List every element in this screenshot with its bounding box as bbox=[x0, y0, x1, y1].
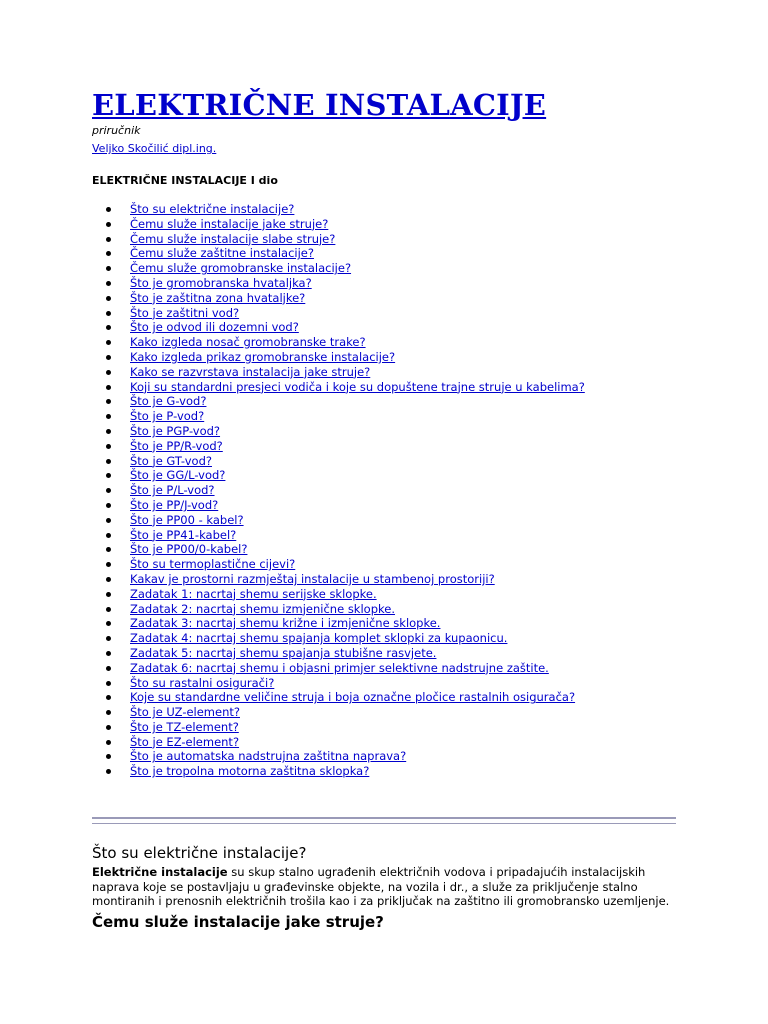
bullet-icon bbox=[106, 592, 111, 597]
toc-link[interactable]: Zadatak 1: nacrtaj shemu serijske sklopke. bbox=[130, 586, 377, 601]
bullet-icon bbox=[106, 651, 111, 656]
bullet-icon bbox=[106, 577, 111, 582]
toc-link[interactable]: Što je automatska nadstrujna zaštitna naprava? bbox=[130, 749, 407, 764]
toc-link[interactable]: Što je zaštitni vod? bbox=[130, 305, 240, 320]
toc-item bbox=[92, 380, 768, 395]
document-subtitle: priručnik bbox=[92, 124, 141, 137]
answer-term: Električne instalacije bbox=[92, 865, 228, 880]
toc-item bbox=[92, 587, 768, 602]
toc-item bbox=[92, 572, 768, 587]
toc-link[interactable]: Što su termoplastične cijevi? bbox=[130, 557, 296, 572]
bullet-icon bbox=[106, 547, 111, 552]
toc-item bbox=[92, 261, 768, 276]
bullet-icon bbox=[106, 414, 111, 419]
toc-link[interactable]: Čemu služe instalacije jake struje? bbox=[130, 216, 329, 231]
bullet-icon bbox=[106, 473, 111, 478]
section-heading: ELEKTRIČNE INSTALACIJE I dio bbox=[92, 174, 278, 187]
bullet-icon bbox=[106, 325, 111, 330]
toc-item bbox=[92, 276, 768, 291]
toc-item bbox=[92, 720, 768, 735]
toc-item bbox=[92, 394, 768, 409]
bullet-icon bbox=[106, 695, 111, 700]
bullet-icon bbox=[106, 459, 111, 464]
toc-item bbox=[92, 513, 768, 528]
toc-item bbox=[92, 764, 768, 779]
toc-link[interactable]: Zadatak 2: nacrtaj shemu izmjenične sklopke. bbox=[130, 601, 395, 616]
bullet-icon bbox=[106, 296, 111, 301]
toc-item bbox=[92, 646, 768, 661]
toc-item bbox=[92, 335, 768, 350]
answer-paragraph-1 bbox=[92, 865, 672, 909]
bullet-icon bbox=[106, 237, 111, 242]
toc-link[interactable]: Što su električne instalacije? bbox=[130, 202, 295, 216]
bullet-icon bbox=[106, 311, 111, 316]
bullet-icon bbox=[106, 370, 111, 375]
toc-link[interactable]: Što je G-vod? bbox=[130, 394, 207, 409]
toc-link[interactable]: Što je PP/J-vod? bbox=[130, 497, 219, 512]
document-title-link[interactable]: ELEKTRIČNE INSTALACIJE bbox=[92, 88, 547, 122]
toc-link[interactable]: Kakav je prostorni razmještaj instalacije u stambenoj prostoriji? bbox=[130, 571, 495, 586]
toc-item bbox=[92, 365, 768, 380]
horizontal-divider bbox=[92, 817, 676, 824]
bullet-icon bbox=[106, 666, 111, 671]
toc-item bbox=[92, 676, 768, 691]
toc-link[interactable]: Što je GT-vod? bbox=[130, 453, 212, 468]
toc-link[interactable]: Čemu služe gromobranske instalacije? bbox=[130, 261, 352, 276]
bullet-icon bbox=[106, 385, 111, 390]
toc-link[interactable]: Zadatak 4: nacrtaj shemu spajanja komplet sklopki za kupaonicu. bbox=[130, 631, 508, 646]
bullet-icon bbox=[106, 621, 111, 626]
question-heading-1: Što su električne instalacije? bbox=[92, 844, 307, 863]
toc-item bbox=[92, 542, 768, 557]
toc-link[interactable]: Što je gromobranska hvataljka? bbox=[130, 275, 312, 290]
bullet-icon bbox=[106, 281, 111, 286]
toc-item bbox=[92, 631, 768, 646]
toc-link[interactable]: Zadatak 5: nacrtaj shemu spajanja stubišne rasvjete. bbox=[130, 645, 437, 660]
toc-link[interactable]: Što je odvod ili dozemni vod? bbox=[130, 320, 299, 335]
toc-item bbox=[92, 749, 768, 764]
bullet-icon bbox=[106, 266, 111, 271]
toc-link[interactable]: Čemu služe zaštitne instalacije? bbox=[130, 246, 314, 261]
bullet-icon bbox=[106, 340, 111, 345]
toc-link[interactable]: Zadatak 6: nacrtaj shemu i objasni primjer selektivne nadstrujne zaštite. bbox=[130, 660, 549, 675]
toc-link[interactable]: Što je P/L-vod? bbox=[130, 483, 215, 498]
toc-link[interactable]: Što je PP/R-vod? bbox=[130, 438, 223, 453]
toc-link[interactable]: Što je UZ-element? bbox=[130, 705, 240, 720]
bullet-icon bbox=[106, 725, 111, 730]
bullet-icon bbox=[106, 636, 111, 641]
toc-item bbox=[92, 424, 768, 439]
toc-link[interactable]: Koji su standardni presjeci vodiča i koje su dopuštene trajne struje u kabelima? bbox=[130, 379, 585, 394]
toc-link[interactable]: Zadatak 3: nacrtaj shemu križne i izmjenične sklopke. bbox=[130, 616, 441, 631]
toc-item bbox=[92, 232, 768, 247]
bullet-icon bbox=[106, 444, 111, 449]
bullet-icon bbox=[106, 769, 111, 774]
toc-item bbox=[92, 291, 768, 306]
bullet-icon bbox=[106, 533, 111, 538]
toc-item bbox=[92, 217, 768, 232]
toc-item bbox=[92, 498, 768, 513]
toc-item bbox=[92, 602, 768, 617]
bullet-icon bbox=[106, 399, 111, 404]
toc-item bbox=[92, 468, 768, 483]
toc-link[interactable]: Što je P-vod? bbox=[130, 409, 205, 424]
toc-link[interactable]: Koje su standardne veličine struja i boja označne pločice rastalnih osigurača? bbox=[130, 690, 576, 705]
bullet-icon bbox=[106, 518, 111, 523]
toc-item bbox=[92, 409, 768, 424]
author-link[interactable]: Veljko Skočilić dipl.ing. bbox=[92, 142, 217, 155]
toc-link[interactable]: Što je TZ-element? bbox=[130, 719, 239, 734]
toc-link[interactable]: Što je PP41-kabel? bbox=[130, 527, 237, 542]
bullet-icon bbox=[106, 607, 111, 612]
bullet-icon bbox=[106, 681, 111, 686]
bullet-icon bbox=[106, 355, 111, 360]
toc-item bbox=[92, 306, 768, 321]
toc-item bbox=[92, 705, 768, 720]
bullet-icon bbox=[106, 222, 111, 227]
bullet-icon bbox=[106, 740, 111, 745]
bullet-icon bbox=[106, 754, 111, 759]
toc-item bbox=[92, 616, 768, 631]
toc-link[interactable]: Kako izgleda prikaz gromobranske instalacije? bbox=[130, 349, 396, 364]
toc-item bbox=[92, 661, 768, 676]
toc-item bbox=[92, 350, 768, 365]
toc-link[interactable]: Kako se razvrstava instalacija jake struje? bbox=[130, 364, 371, 379]
toc-link[interactable]: Što je GG/L-vod? bbox=[130, 468, 226, 483]
toc-item bbox=[92, 246, 768, 261]
answer-text: su skup stalno ugrađenih električnih vodova i pripadajućih instalacijskih naprava koje se postavljaju u građevinske objekte, na vozila i dr., a služe za priključenje stalno montiranih i prenosnih električnih trošila kao i za priključak na zaštitno ili gromobransko uzemljenje. bbox=[92, 865, 670, 909]
toc-item bbox=[92, 454, 768, 469]
toc-link[interactable]: Što je EZ-element? bbox=[130, 734, 240, 749]
toc-link[interactable]: Što je PP00/0-kabel? bbox=[130, 542, 248, 557]
toc-link[interactable]: Čemu služe instalacije slabe struje? bbox=[130, 231, 336, 246]
bullet-icon bbox=[106, 251, 111, 256]
toc-link[interactable]: Kako izgleda nosač gromobranske trake? bbox=[130, 335, 366, 350]
bullet-icon bbox=[106, 562, 111, 567]
toc-item bbox=[92, 483, 768, 498]
toc-link[interactable]: Što je PGP-vod? bbox=[130, 423, 221, 438]
toc-link[interactable]: Što je tropolna motorna zaštitna sklopka? bbox=[130, 764, 370, 779]
bullet-icon bbox=[106, 710, 111, 715]
toc-item bbox=[92, 202, 768, 217]
toc-link[interactable]: Što su rastalni osigurači? bbox=[130, 675, 275, 690]
toc-item bbox=[92, 557, 768, 572]
bullet-icon bbox=[106, 488, 111, 493]
bullet-icon bbox=[106, 429, 111, 434]
table-of-contents bbox=[92, 202, 768, 779]
toc-item bbox=[92, 528, 768, 543]
toc-item bbox=[92, 320, 768, 335]
bullet-icon bbox=[106, 503, 111, 508]
toc-item bbox=[92, 439, 768, 454]
toc-item bbox=[92, 690, 768, 705]
question-heading-2: Čemu služe instalacije jake struje? bbox=[92, 912, 384, 931]
toc-item bbox=[92, 735, 768, 750]
toc-link[interactable]: Što je zaštitna zona hvataljke? bbox=[130, 290, 306, 305]
bullet-icon bbox=[106, 207, 111, 212]
toc-link[interactable]: Što je PP00 - kabel? bbox=[130, 512, 244, 527]
